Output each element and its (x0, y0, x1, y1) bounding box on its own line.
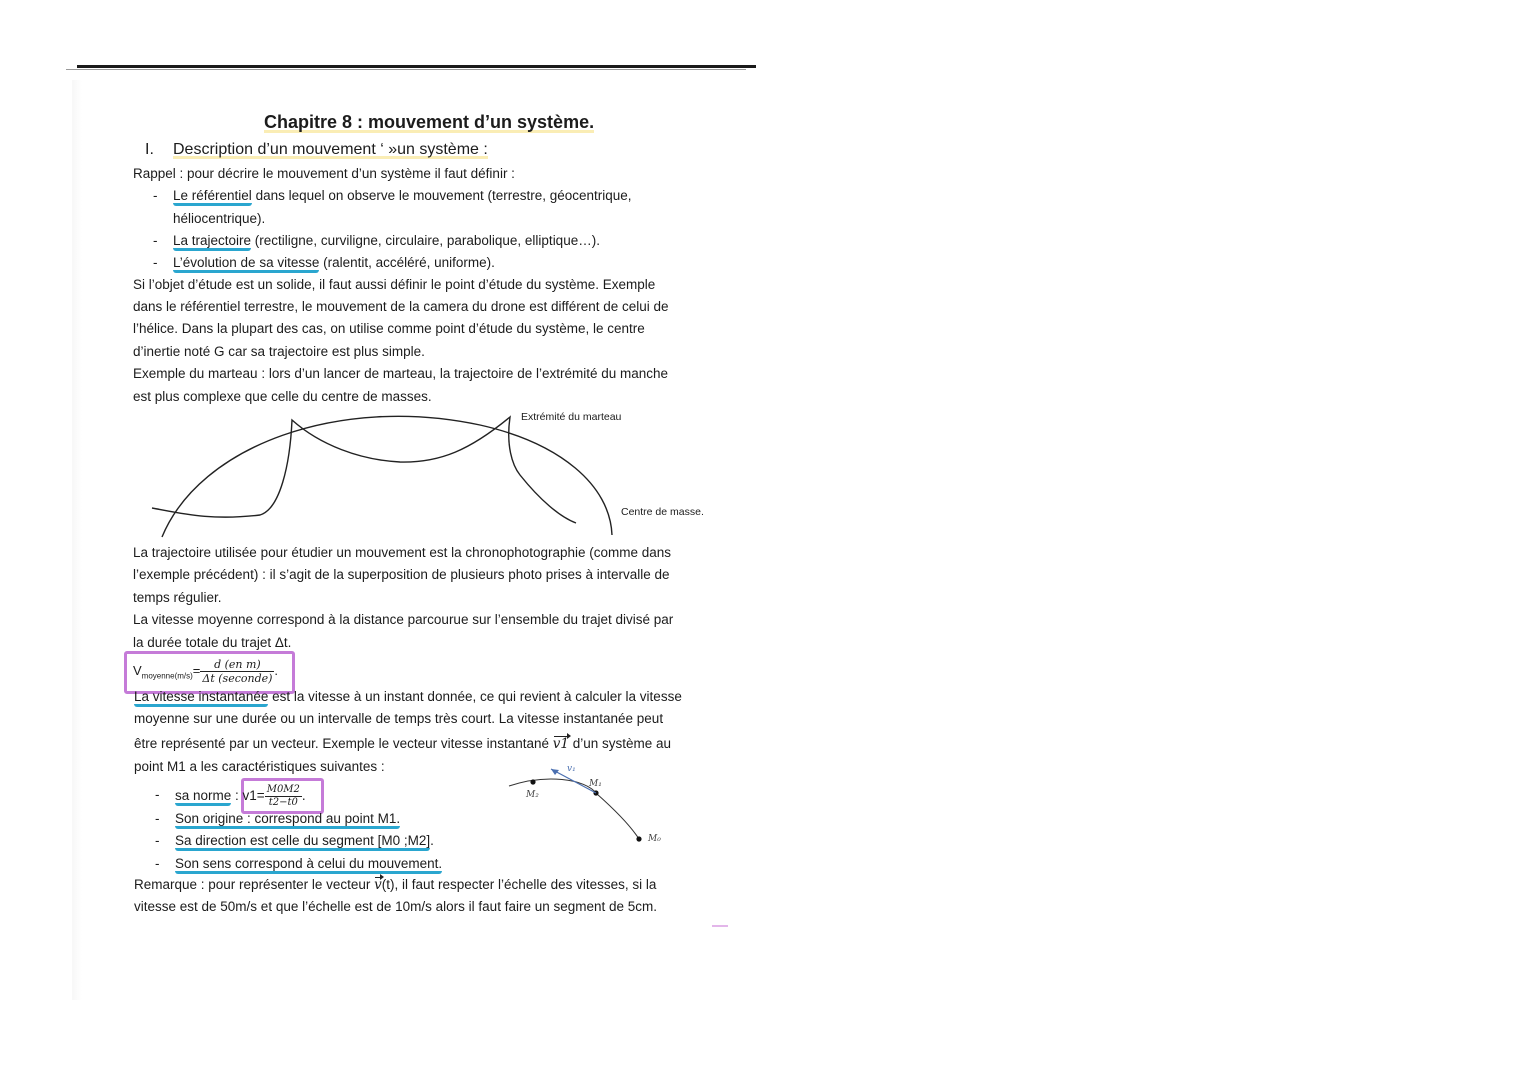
formula-average-speed (133, 658, 278, 686)
formula-numerator: d (en m) (200, 658, 274, 672)
para3-line1 (134, 688, 682, 706)
velocity-vector-diagram (505, 760, 670, 855)
top-rule (77, 65, 756, 68)
para3-line2: moyenne sur une durée ou un intervalle de temps très court. La vitesse instantanée peut (134, 711, 664, 726)
para1-line: Si l’objet d’étude est un solide, il faut aussi définir le point d’étude du système. Exemple (133, 277, 656, 292)
bullet-dash: - (153, 188, 158, 203)
norm-fraction (265, 784, 302, 809)
remarque-pre: Remarque : pour représenter le vecteur (134, 877, 375, 892)
para1-line: Exemple du marteau : lors d’un lancer de marteau, la trajectoire de l’extrémité du manche (133, 366, 669, 381)
bullet-vitesse-key: L’évolution de sa vitesse (173, 255, 319, 273)
instant-speed-term: La vitesse instantanée (134, 689, 268, 707)
label-m2: M₂ (526, 790, 539, 800)
characteristic-sense (175, 855, 442, 873)
characteristic-direction-key: Sa direction est celle du segment [M0 ;M2] (175, 833, 430, 851)
bullet-trajectoire (173, 232, 600, 250)
bullet-vitesse-text: (ralentit, accéléré, uniforme). (319, 255, 495, 270)
bullet-referentiel-cont: héliocentrique). (173, 211, 266, 226)
norm-formula-lhs: v1= (242, 788, 265, 804)
norm-period: . (301, 788, 306, 804)
para3-line3-post: d’un système au (568, 736, 672, 751)
label-v1: v₁ (567, 764, 576, 774)
chapter-title-text: Chapitre 8 : mouvement d’un système. (264, 112, 595, 132)
bullet-referentiel-key: Le référentiel (173, 188, 252, 206)
bullet-dash: - (153, 233, 158, 248)
hammer-trajectory-diagram (140, 405, 620, 545)
bullet-vitesse (173, 254, 495, 272)
para2-line: temps régulier. (133, 590, 222, 605)
bullet-trajectoire-text: (rectiligne, curviligne, circulaire, parabolique, elliptique…). (251, 233, 600, 248)
characteristic-direction (175, 832, 434, 850)
vector-v: v (374, 877, 382, 893)
characteristic-origin (175, 810, 400, 828)
characteristic-norm-key: sa norme (175, 788, 231, 806)
center-of-mass-trajectory (162, 416, 612, 537)
para2-line: la durée totale du trajet Δt. (133, 635, 292, 650)
para3-line3-pre: être représenté par un vecteur. Exemple le vecteur vitesse instantané (134, 736, 553, 751)
bullet-dash: - (155, 811, 160, 826)
para2-line: l’exemple précédent) : il s’agit de la superposition de plusieurs photo prises à intervalle de (133, 567, 670, 582)
section-number: I. (145, 141, 154, 158)
label-center-of-mass: Centre de masse. (621, 506, 704, 518)
bullet-referentiel (173, 187, 632, 205)
point-m0 (636, 836, 641, 841)
bullet-dash: - (153, 255, 158, 270)
bullet-dash: - (155, 787, 160, 802)
page-edge-shadow (72, 80, 82, 1000)
characteristic-norm-sep: : (231, 788, 243, 804)
scan-mark (712, 925, 728, 927)
remarque-line2: vitesse est de 50m/s et que l’échelle est de 10m/s alors il faut faire un segment de 5cm. (134, 899, 658, 914)
norm-denominator: t2−t0 (268, 797, 298, 808)
para3-line4: point M1 a les caractéristiques suivantes : (134, 759, 385, 774)
label-m1: M₁ (589, 779, 602, 789)
trajectory-curve (509, 779, 639, 839)
vector-v1: v1 (552, 736, 569, 752)
bullet-dash: - (155, 833, 160, 848)
para1-line: d’inertie noté G car sa trajectoire est plus simple. (133, 344, 425, 359)
para3-line3 (134, 735, 671, 753)
remarque-line1 (134, 876, 656, 894)
formula-v: V (133, 662, 142, 678)
section-label: Description d’un mouvement ‘ »un système : (173, 141, 488, 158)
characteristic-sense-key: Son sens correspond à celui du mouvement. (175, 856, 442, 874)
characteristic-norm (175, 784, 306, 809)
characteristic-direction-rest: . (430, 833, 434, 848)
label-hammer-tip: Extrémité du marteau (521, 411, 622, 423)
remarque-post: (t), il faut respecter l’échelle des vitesses, si la (381, 877, 657, 892)
chapter-title (264, 112, 594, 133)
formula-v-subscript: moyenne(m/s) (141, 671, 193, 681)
bullet-dash: - (155, 856, 160, 871)
characteristic-origin-key: Son origine : correspond au point M1. (175, 811, 400, 829)
top-rule-shadow (66, 69, 746, 70)
para1-line: est plus complexe que celle du centre de masses. (133, 389, 432, 404)
para3-line1-rest: est la vitesse à un instant donnée, ce qui revient à calculer la vitesse (268, 689, 682, 704)
bullet-referentiel-text: dans lequel on observe le mouvement (terrestre, géocentrique, (251, 188, 632, 203)
para1-line: l’hélice. Dans la plupart des cas, on utilise comme point d’étude du système, le centre (133, 321, 645, 336)
formula-denominator: Δt (seconde) (202, 672, 273, 685)
point-m2 (530, 779, 535, 784)
rappel-line: Rappel : pour décrire le mouvement d’un système il faut définir : (133, 166, 515, 181)
section-heading (145, 141, 488, 159)
para1-line: dans le référentiel terrestre, le mouvement de la camera du drone est différent de celui de (133, 299, 669, 314)
formula-period: . (274, 662, 279, 678)
para2-line: La vitesse moyenne correspond à la distance parcourue sur l’ensemble du trajet divisé par (133, 612, 674, 627)
norm-numerator: M0M2 (266, 784, 300, 795)
formula-equals: = (192, 662, 201, 678)
label-m0: M₀ (648, 834, 661, 844)
formula-fraction (200, 658, 274, 685)
bullet-trajectoire-key: La trajectoire (173, 233, 251, 251)
para2-line: La trajectoire utilisée pour étudier un mouvement est la chronophotographie (comme dans (133, 545, 672, 560)
